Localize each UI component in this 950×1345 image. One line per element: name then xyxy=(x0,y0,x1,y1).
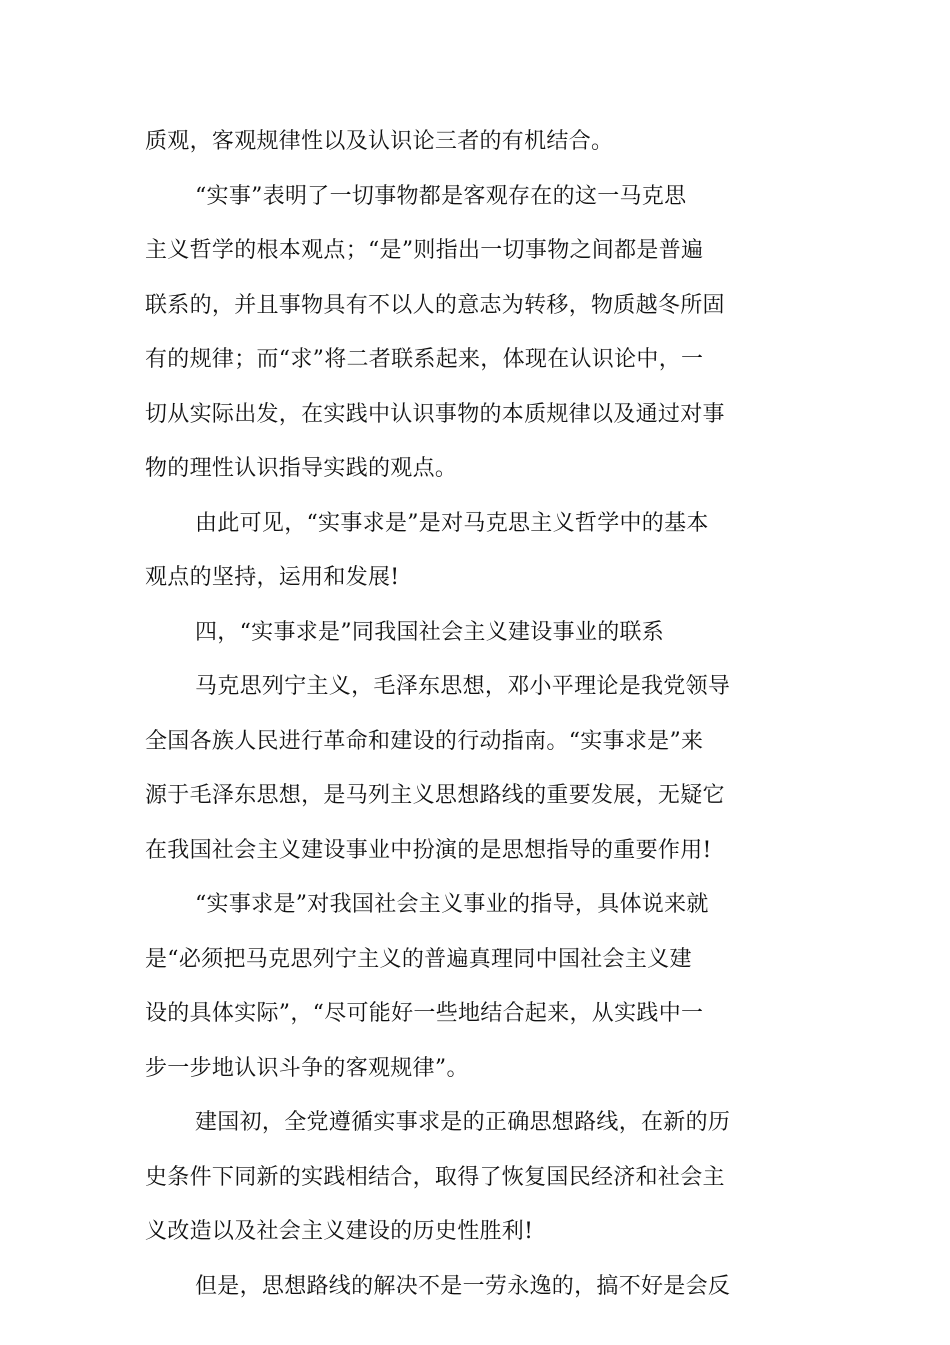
text-line: 马克思列宁主义，毛泽东思想，邓小平理论是我党领导 xyxy=(195,674,731,699)
text-line: 步一步地认识斗争的客观规律”。 xyxy=(145,1055,469,1081)
text-line: 史条件下同新的实践相结合，取得了恢复国民经济和社会主 xyxy=(145,1164,725,1190)
text-line: 主义哲学的根本观点；“是”则指出一切事物之间都是普遍 xyxy=(145,238,704,263)
text-line: 全国各族人民进行革命和建设的行动指南。“实事求是”来 xyxy=(145,728,704,754)
text-line: 有的规律；而“求”将二者联系起来，体现在认识论中，一 xyxy=(145,347,704,372)
text-line: 切从实际出发，在实践中认识事物的本质规律以及通过对事 xyxy=(145,401,725,427)
text-line: 设的具体实际”，“尽可能好一些地结合起来，从实践中一 xyxy=(145,1001,704,1026)
text-line: 联系的，并且事物具有不以人的意志为转移，物质越冬所固 xyxy=(145,292,725,318)
text-line: 是“必须把马克思列宁主义的普遍真理同中国社会主义建 xyxy=(145,946,692,972)
text-line: 源于毛泽东思想，是马列主义思想路线的重要发展，无疑它 xyxy=(145,783,725,808)
text-line: 义改造以及社会主义建设的历史性胜利! xyxy=(145,1219,534,1244)
text-line: 质观，客观规律性以及认识论三者的有机结合。 xyxy=(145,129,614,154)
text-line: 由此可见，“实事求是”是对马克思主义哲学中的基本 xyxy=(195,510,709,536)
document-body xyxy=(145,120,755,1319)
text-line: 建国初，全党遵循实事求是的正确思想路线，在新的历 xyxy=(195,1110,731,1135)
section-heading: 四，“实事求是”同我国社会主义建设事业的联系 xyxy=(195,619,665,645)
text-line: 物的理性认识指导实践的观点。 xyxy=(145,456,458,481)
text-line: 但是，思想路线的解决不是一劳永逸的，搞不好是会反 xyxy=(195,1273,731,1299)
text-line: 在我国社会主义建设事业中扮演的是思想指导的重要作用! xyxy=(145,837,712,863)
text-line: 观点的坚持，运用和发展! xyxy=(145,565,400,590)
text-line: “实事求是”对我国社会主义事业的指导，具体说来就 xyxy=(195,892,709,917)
text-line: “实事”表明了一切事物都是客观存在的这一马克思 xyxy=(195,183,687,209)
